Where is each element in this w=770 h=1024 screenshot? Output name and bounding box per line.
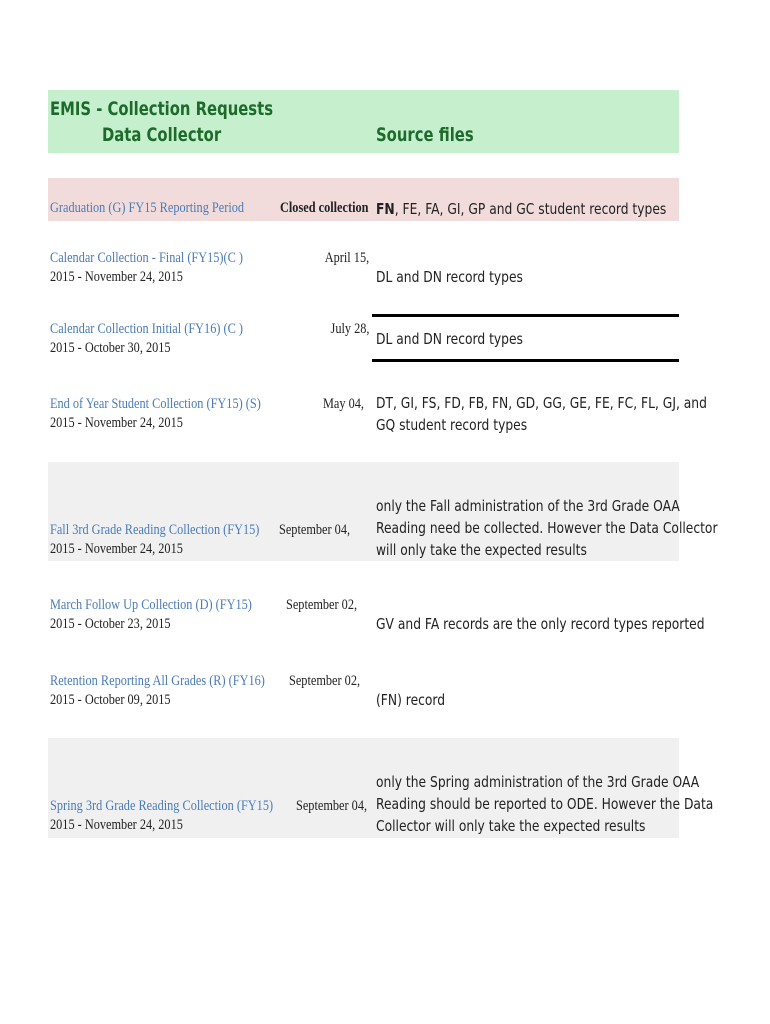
source-files	[376, 200, 666, 218]
source-line: DT, GI, FS, FD, FB, FN, GD, GG, GE, FE, FC, FL, GJ, and	[376, 394, 707, 412]
collection-link[interactable]: Calendar Collection Initial (FY16) (C )	[50, 321, 244, 337]
data-collector-heading: Data Collector	[102, 124, 222, 146]
source-line: GQ student record types	[376, 416, 528, 434]
source-files: DL and DN record types	[376, 330, 523, 348]
date-start: September 02,	[286, 597, 358, 613]
collection-link[interactable]: Graduation (G) FY15 Reporting Period	[50, 200, 245, 216]
source-files-heading: Source files	[376, 124, 474, 146]
source-files	[376, 495, 718, 561]
source-line: Collector will only take the expected results	[376, 817, 646, 835]
date-start: September 02,	[289, 673, 361, 689]
source-files: GV and FA records are the only record types reported	[376, 615, 705, 633]
source-bold: FN	[376, 200, 395, 218]
collection-link[interactable]: Spring 3rd Grade Reading Collection (FY15)	[50, 798, 274, 814]
date-end: 2015 - October 30, 2015	[50, 340, 171, 356]
date-end: 2015 - October 23, 2015	[50, 616, 171, 632]
source-line: will only take the expected results	[376, 541, 587, 559]
source-files: (FN) record	[376, 691, 446, 709]
collection-link[interactable]: Fall 3rd Grade Reading Collection (FY15)	[50, 522, 260, 538]
date-end: 2015 - November 24, 2015	[50, 269, 183, 285]
date-end: 2015 - November 24, 2015	[50, 817, 183, 833]
collection-link[interactable]: March Follow Up Collection (D) (FY15)	[50, 597, 252, 613]
source-files	[376, 771, 713, 837]
source-files: DL and DN record types	[376, 268, 523, 286]
collection-status: Closed collection	[280, 200, 369, 216]
source-rest: , FE, FA, GI, GP and GC student record types	[394, 200, 667, 218]
collection-link[interactable]: Calendar Collection - Final (FY15)(C )	[50, 250, 244, 266]
date-start: April 15,	[324, 250, 369, 266]
collection-link[interactable]: Retention Reporting All Grades (R) (FY16)	[50, 673, 265, 689]
collection-link[interactable]: End of Year Student Collection (FY15) (S)	[50, 396, 261, 412]
source-line: only the Fall administration of the 3rd Grade OAA	[376, 497, 680, 515]
date-start: September 04,	[279, 522, 351, 538]
source-files	[376, 392, 707, 436]
divider	[372, 314, 679, 317]
source-line: Reading need be collected. However the Data Collector	[376, 519, 718, 537]
divider	[372, 359, 679, 362]
date-end: 2015 - October 09, 2015	[50, 692, 171, 708]
date-end: 2015 - November 24, 2015	[50, 415, 183, 431]
source-line: Reading should be reported to ODE. However the Data	[376, 795, 714, 813]
source-line: only the Spring administration of the 3rd Grade OAA	[376, 773, 700, 791]
date-start: July 28,	[331, 321, 370, 337]
date-start: September 04,	[296, 798, 368, 814]
header-banner	[48, 90, 679, 153]
date-end: 2015 - November 24, 2015	[50, 541, 183, 557]
date-start: May 04,	[323, 396, 364, 412]
page-title: EMIS - Collection Requests	[50, 98, 274, 120]
